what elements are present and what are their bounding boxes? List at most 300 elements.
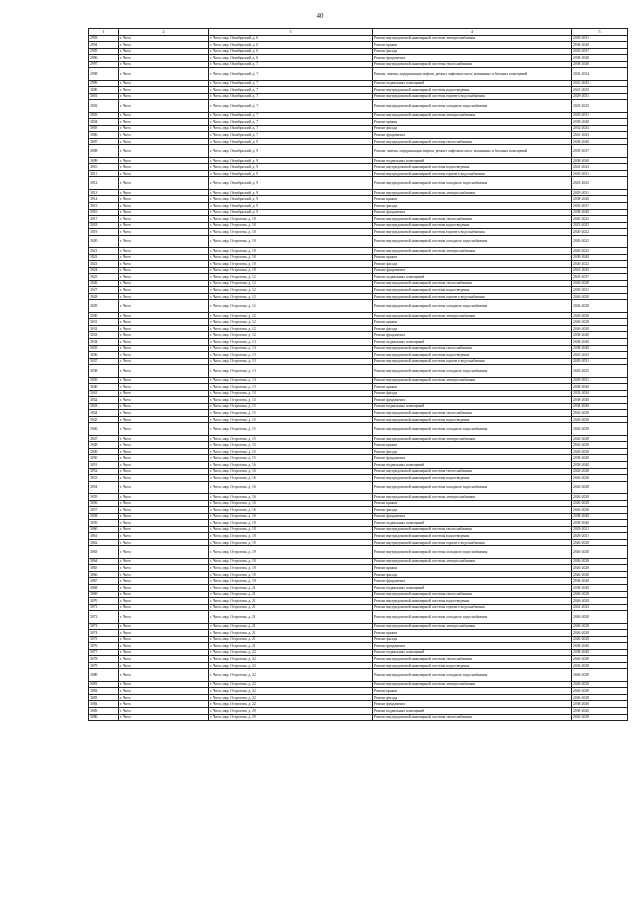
row-city: г. Чита bbox=[119, 643, 209, 650]
row-address: г. Чита, мкр. Острогова, д. 19 bbox=[209, 520, 373, 527]
row-years: 2038-2040 bbox=[572, 55, 628, 62]
row-work-type: Ремонт фундамента bbox=[373, 397, 572, 404]
row-number: 3056 bbox=[89, 500, 119, 507]
row-work-type: Ремонт фасада bbox=[373, 694, 572, 701]
row-number: 2998 bbox=[89, 68, 119, 80]
row-address: г. Чита, мкр. Острогова, д. 15 bbox=[209, 423, 373, 435]
row-city: г. Чита bbox=[119, 649, 209, 656]
row-city: г. Чита bbox=[119, 481, 209, 493]
row-number: 2995 bbox=[89, 48, 119, 55]
row-years: 2038-2040 bbox=[572, 513, 628, 520]
row-work-type: Ремонт подвальных помещений bbox=[373, 403, 572, 410]
row-number: 3002 bbox=[89, 100, 119, 112]
row-years: 2026-2028 bbox=[572, 656, 628, 663]
row-number: 3001 bbox=[89, 93, 119, 100]
row-work-type: Ремонт фасада bbox=[373, 261, 572, 268]
row-work-type: Ремонт внутридомовой инженерной системы холодного водоснабжения bbox=[373, 177, 572, 189]
row-city: г. Чита bbox=[119, 274, 209, 281]
row-work-type: Ремонт внутридомовой инженерной системы теплоснабжения bbox=[373, 656, 572, 663]
row-city: г. Чита bbox=[119, 68, 209, 80]
table-row bbox=[89, 481, 628, 493]
table-row bbox=[89, 100, 628, 112]
row-work-type: Ремонт внутридомовой инженерной системы водоотведения bbox=[373, 352, 572, 359]
row-years: 2038-2040 bbox=[572, 403, 628, 410]
row-number: 3025 bbox=[89, 274, 119, 281]
row-address: г. Чита, мкр. Острогова, д. 21 bbox=[209, 630, 373, 637]
row-city: г. Чита bbox=[119, 500, 209, 507]
row-number: 3049 bbox=[89, 448, 119, 455]
row-address: г. Чита, мкр. Острогова, д. 21 bbox=[209, 636, 373, 643]
row-years: 2035-2037 bbox=[572, 48, 628, 55]
row-address: г. Чита, мкр. Октябрьский, д. 7 bbox=[209, 87, 373, 94]
row-work-type: Ремонт крыши bbox=[373, 442, 572, 449]
table-row bbox=[89, 177, 628, 189]
row-city: г. Чита bbox=[119, 701, 209, 708]
row-years: 2023-2025 bbox=[572, 177, 628, 189]
row-work-type: Ремонт внутридомовой инженерной системы теплоснабжения bbox=[373, 468, 572, 475]
row-work-type: Ремонт фундамента bbox=[373, 513, 572, 520]
row-address: г. Чита, мкр. Острогова, д. 12 bbox=[209, 332, 373, 339]
row-address: г. Чита, мкр. Октябрьский, д. 9 bbox=[209, 189, 373, 196]
row-city: г. Чита bbox=[119, 293, 209, 300]
row-years: 2041-2043 bbox=[572, 604, 628, 611]
row-work-type: Ремонт фасада bbox=[373, 202, 572, 209]
row-work-type: Ремонт внутридомовой инженерной системы горячего водоснабжения bbox=[373, 170, 572, 177]
row-work-type: Ремонт крыши bbox=[373, 500, 572, 507]
row-work-type: Ремонт крыши bbox=[373, 630, 572, 637]
row-years: 2038-2040 bbox=[572, 119, 628, 126]
row-city: г. Чита bbox=[119, 209, 209, 216]
row-years: 2038-2040 bbox=[572, 520, 628, 527]
row-city: г. Чита bbox=[119, 358, 209, 365]
row-work-type: Ремонт крыши bbox=[373, 119, 572, 126]
row-number: 3082 bbox=[89, 688, 119, 695]
row-city: г. Чита bbox=[119, 630, 209, 637]
row-years: 2038-2040 bbox=[572, 157, 628, 164]
row-city: г. Чита bbox=[119, 423, 209, 435]
row-number: 3060 bbox=[89, 526, 119, 533]
row-address: г. Чита, мкр. Острогова, д. 10 bbox=[209, 235, 373, 247]
table-row bbox=[89, 546, 628, 558]
row-address: г. Чита, мкр. Острогова, д. 10 bbox=[209, 222, 373, 229]
row-number: 3081 bbox=[89, 681, 119, 688]
row-years: 2029-2031 bbox=[572, 287, 628, 294]
row-work-type: Ремонт внутридомовой инженерной системы водоотведения bbox=[373, 222, 572, 229]
row-work-type: Ремонт фундамента bbox=[373, 332, 572, 339]
row-address: г. Чита, мкр. Острогова, д. 10 bbox=[209, 267, 373, 274]
row-address: г. Чита, мкр. Острогова, д. 19 bbox=[209, 539, 373, 546]
row-number: 3020 bbox=[89, 235, 119, 247]
row-city: г. Чита bbox=[119, 261, 209, 268]
row-address: г. Чита, мкр. Острогова, д. 15 bbox=[209, 455, 373, 462]
row-address: г. Чита, мкр. Октябрьский, д. 6 bbox=[209, 42, 373, 49]
row-number: 3054 bbox=[89, 481, 119, 493]
row-address: г. Чита, мкр. Острогова, д. 16 bbox=[209, 507, 373, 514]
row-work-type: Ремонт внутридомовой инженерной системы теплоснабжения bbox=[373, 410, 572, 417]
row-number: 3071 bbox=[89, 604, 119, 611]
row-number: 3026 bbox=[89, 280, 119, 287]
row-years: 2026-2028 bbox=[572, 475, 628, 482]
row-years: 2038-2040 bbox=[572, 209, 628, 216]
row-city: г. Чита bbox=[119, 585, 209, 592]
row-city: г. Чита bbox=[119, 694, 209, 701]
row-years: 2026-2028 bbox=[572, 468, 628, 475]
row-address: г. Чита, мкр. Острогова, д. 16 bbox=[209, 481, 373, 493]
table-row bbox=[89, 669, 628, 681]
row-work-type: Ремонт фундамента bbox=[373, 209, 572, 216]
row-years: 2020-2022 bbox=[572, 261, 628, 268]
row-city: г. Чита bbox=[119, 681, 209, 688]
row-city: г. Чита bbox=[119, 416, 209, 423]
row-address: г. Чита, мкр. Октябрьский, д. 9 bbox=[209, 209, 373, 216]
row-years: 2041-2043 bbox=[572, 352, 628, 359]
row-city: г. Чита bbox=[119, 365, 209, 377]
row-address: г. Чита, мкр. Острогова, д. 22 bbox=[209, 694, 373, 701]
row-number: 3039 bbox=[89, 377, 119, 384]
row-work-type: Ремонт подвальных помещений bbox=[373, 462, 572, 469]
row-city: г. Чита bbox=[119, 403, 209, 410]
row-number: 3073 bbox=[89, 623, 119, 630]
row-work-type: Ремонт, замена, модернизация лифтов, ремонт лифтовых шахт, машинных и блочных помещений bbox=[373, 145, 572, 157]
row-number: 3074 bbox=[89, 630, 119, 637]
row-years: 2026-2028 bbox=[572, 571, 628, 578]
row-address: г. Чита, мкр. Острогова, д. 13 bbox=[209, 339, 373, 346]
row-years: 2026-2028 bbox=[572, 681, 628, 688]
row-work-type: Ремонт внутридомовой инженерной системы электроснабжения bbox=[373, 494, 572, 501]
row-address: г. Чита, мкр. Октябрьский, д. 7 bbox=[209, 112, 373, 119]
row-address: г. Чита, мкр. Острогова, д. 13 bbox=[209, 345, 373, 352]
row-city: г. Чита bbox=[119, 189, 209, 196]
row-city: г. Чита bbox=[119, 87, 209, 94]
table-row bbox=[89, 68, 628, 80]
row-years: 2038-2040 bbox=[572, 643, 628, 650]
row-work-type: Ремонт крыши bbox=[373, 565, 572, 572]
row-work-type: Ремонт внутридомовой инженерной системы холодного водоснабжения bbox=[373, 423, 572, 435]
row-address: г. Чита, мкр. Октябрьский, д. 6 bbox=[209, 48, 373, 55]
row-years: 2026-2028 bbox=[572, 669, 628, 681]
row-address: г. Чита, мкр. Острогова, д. 15 bbox=[209, 442, 373, 449]
row-address: г. Чита, мкр. Острогова, д. 13 bbox=[209, 377, 373, 384]
row-city: г. Чита bbox=[119, 164, 209, 171]
row-work-type: Ремонт фасада bbox=[373, 448, 572, 455]
row-years: 2026-2028 bbox=[572, 435, 628, 442]
row-years: 2026-2028 bbox=[572, 448, 628, 455]
row-number: 3084 bbox=[89, 701, 119, 708]
row-number: 3023 bbox=[89, 261, 119, 268]
row-address: г. Чита, мкр. Октябрьский, д. 9 bbox=[209, 145, 373, 157]
row-address: г. Чита, мкр. Октябрьский, д. 7 bbox=[209, 61, 373, 68]
row-address: г. Чита, мкр. Острогова, д. 15 bbox=[209, 410, 373, 417]
row-number: 3004 bbox=[89, 119, 119, 126]
row-city: г. Чита bbox=[119, 145, 209, 157]
row-number: 2999 bbox=[89, 80, 119, 87]
row-work-type: Ремонт внутридомовой инженерной системы электроснабжения bbox=[373, 435, 572, 442]
row-address: г. Чита, мкр. Острогова, д. 19 bbox=[209, 533, 373, 540]
row-city: г. Чита bbox=[119, 132, 209, 139]
row-number: 3072 bbox=[89, 611, 119, 623]
row-number: 3012 bbox=[89, 177, 119, 189]
row-work-type: Ремонт внутридомовой инженерной системы электроснабжения bbox=[373, 377, 572, 384]
row-years: 2038-2040 bbox=[572, 42, 628, 49]
row-address: г. Чита, мкр. Острогова, д. 12 bbox=[209, 293, 373, 300]
row-years: 2020-2022 bbox=[572, 235, 628, 247]
row-city: г. Чита bbox=[119, 352, 209, 359]
row-years: 2026-2028 bbox=[572, 494, 628, 501]
row-number: 3034 bbox=[89, 339, 119, 346]
row-work-type: Ремонт внутридомовой инженерной системы теплоснабжения bbox=[373, 138, 572, 145]
row-work-type: Ремонт внутридомовой инженерной системы электроснабжения bbox=[373, 112, 572, 119]
row-years: 2026-2028 bbox=[572, 598, 628, 605]
row-work-type: Ремонт внутридомовой инженерной системы водоотведения bbox=[373, 598, 572, 605]
row-work-type: Ремонт фасада bbox=[373, 48, 572, 55]
row-city: г. Чита bbox=[119, 61, 209, 68]
row-city: г. Чита bbox=[119, 345, 209, 352]
row-city: г. Чита bbox=[119, 604, 209, 611]
row-work-type: Ремонт крыши bbox=[373, 254, 572, 261]
row-number: 2994 bbox=[89, 42, 119, 49]
row-address: г. Чита, мкр. Острогова, д. 16 bbox=[209, 468, 373, 475]
row-city: г. Чита bbox=[119, 55, 209, 62]
row-years: 2035-2037 bbox=[572, 202, 628, 209]
row-years: 2029-2031 bbox=[572, 377, 628, 384]
row-years: 2026-2028 bbox=[572, 630, 628, 637]
row-number: 2993 bbox=[89, 35, 119, 42]
row-work-type: Ремонт внутридомовой инженерной системы теплоснабжения bbox=[373, 280, 572, 287]
row-number: 3036 bbox=[89, 352, 119, 359]
row-number: 3062 bbox=[89, 539, 119, 546]
row-city: г. Чита bbox=[119, 578, 209, 585]
row-work-type: Ремонт фундамента bbox=[373, 455, 572, 462]
row-work-type: Ремонт внутридомовой инженерной системы электроснабжения bbox=[373, 248, 572, 255]
row-number: 3006 bbox=[89, 132, 119, 139]
row-city: г. Чита bbox=[119, 202, 209, 209]
row-work-type: Ремонт внутридомовой инженерной системы горячего водоснабжения bbox=[373, 604, 572, 611]
row-city: г. Чита bbox=[119, 235, 209, 247]
row-city: г. Чита bbox=[119, 397, 209, 404]
row-number: 3080 bbox=[89, 669, 119, 681]
row-address: г. Чита, мкр. Острогова, д. 12 bbox=[209, 287, 373, 294]
row-city: г. Чита bbox=[119, 377, 209, 384]
row-city: г. Чита bbox=[119, 300, 209, 312]
row-number: 3013 bbox=[89, 189, 119, 196]
row-years: 2029-2031 bbox=[572, 35, 628, 42]
page-number: 40 bbox=[316, 12, 324, 20]
row-years: 2026-2028 bbox=[572, 546, 628, 558]
row-work-type: Ремонт крыши bbox=[373, 688, 572, 695]
row-work-type: Ремонт крыши bbox=[373, 196, 572, 203]
row-address: г. Чита, мкр. Острогова, д. 16 bbox=[209, 500, 373, 507]
row-address: г. Чита, мкр. Острогова, д. 10 bbox=[209, 261, 373, 268]
row-years: 2041-2043 bbox=[572, 267, 628, 274]
row-work-type: Ремонт внутридомовой инженерной системы холодного водоснабжения bbox=[373, 100, 572, 112]
row-number: 3031 bbox=[89, 319, 119, 326]
row-years: 2026-2028 bbox=[572, 325, 628, 332]
row-work-type: Ремонт фасада bbox=[373, 390, 572, 397]
row-city: г. Чита bbox=[119, 312, 209, 319]
row-address: г. Чита, мкр. Октябрьский, д. 7 bbox=[209, 119, 373, 126]
row-number: 3044 bbox=[89, 410, 119, 417]
row-city: г. Чита bbox=[119, 280, 209, 287]
row-address: г. Чита, мкр. Острогова, д. 10 bbox=[209, 229, 373, 236]
row-number: 3051 bbox=[89, 462, 119, 469]
row-work-type: Ремонт внутридомовой инженерной системы водоотведения bbox=[373, 287, 572, 294]
row-number: 3010 bbox=[89, 164, 119, 171]
row-work-type: Ремонт внутридомовой инженерной системы холодного водоснабжения bbox=[373, 365, 572, 377]
row-years: 2038-2040 bbox=[572, 397, 628, 404]
row-city: г. Чита bbox=[119, 611, 209, 623]
row-work-type: Ремонт фасада bbox=[373, 507, 572, 514]
row-city: г. Чита bbox=[119, 325, 209, 332]
row-work-type: Ремонт внутридомовой инженерной системы горячего водоснабжения bbox=[373, 293, 572, 300]
row-number: 3033 bbox=[89, 332, 119, 339]
row-city: г. Чита bbox=[119, 455, 209, 462]
row-address: г. Чита, мкр. Острогова, д. 19 bbox=[209, 571, 373, 578]
row-address: г. Чита, мкр. Острогова, д. 12 bbox=[209, 274, 373, 281]
row-years: 2041-2043 bbox=[572, 132, 628, 139]
row-years: 2038-2040 bbox=[572, 138, 628, 145]
row-work-type: Ремонт внутридомовой инженерной системы холодного водоснабжения bbox=[373, 546, 572, 558]
row-address: г. Чита, мкр. Острогова, д. 16 bbox=[209, 494, 373, 501]
row-number: 3061 bbox=[89, 533, 119, 540]
row-city: г. Чита bbox=[119, 100, 209, 112]
row-years: 2026-2028 bbox=[572, 688, 628, 695]
row-work-type: Ремонт внутридомовой инженерной системы водоотведения bbox=[373, 87, 572, 94]
capital-repair-table bbox=[88, 28, 628, 721]
row-city: г. Чита bbox=[119, 656, 209, 663]
row-address: г. Чита, мкр. Острогова, д. 12 bbox=[209, 319, 373, 326]
row-address: г. Чита, мкр. Острогова, д. 22 bbox=[209, 656, 373, 663]
row-years: 2029-2031 bbox=[572, 93, 628, 100]
row-number: 3050 bbox=[89, 455, 119, 462]
row-address: г. Чита, мкр. Острогова, д. 12 bbox=[209, 312, 373, 319]
row-work-type: Ремонт подвальных помещений bbox=[373, 707, 572, 714]
row-address: г. Чита, мкр. Острогова, д. 21 bbox=[209, 611, 373, 623]
row-city: г. Чита bbox=[119, 287, 209, 294]
row-address: г. Чита, мкр. Острогова, д. 22 bbox=[209, 681, 373, 688]
row-number: 3007 bbox=[89, 138, 119, 145]
row-city: г. Чита bbox=[119, 157, 209, 164]
row-number: 3047 bbox=[89, 435, 119, 442]
row-address: г. Чита, мкр. Октябрьский, д. 9 bbox=[209, 177, 373, 189]
row-address: г. Чита, мкр. Острогова, д. 12 bbox=[209, 300, 373, 312]
row-address: г. Чита, мкр. Острогова, д. 13 bbox=[209, 352, 373, 359]
row-years: 2020-2022 bbox=[572, 229, 628, 236]
row-work-type: Ремонт внутридомовой инженерной системы теплоснабжения bbox=[373, 591, 572, 598]
header-col-1: 1 bbox=[89, 29, 119, 36]
row-number: 3015 bbox=[89, 202, 119, 209]
row-number: 3058 bbox=[89, 513, 119, 520]
row-city: г. Чита bbox=[119, 513, 209, 520]
row-number: 3045 bbox=[89, 416, 119, 423]
row-years: 2041-2043 bbox=[572, 164, 628, 171]
row-years: 2029-2031 bbox=[572, 112, 628, 119]
row-address: г. Чита, мкр. Острогова, д. 16 bbox=[209, 513, 373, 520]
row-years: 2035-2037 bbox=[572, 145, 628, 157]
row-work-type: Ремонт подвальных помещений bbox=[373, 80, 572, 87]
row-work-type: Ремонт подвальных помещений bbox=[373, 339, 572, 346]
row-years: 2032-2034 bbox=[572, 68, 628, 80]
row-address: г. Чита, мкр. Октябрьский, д. 6 bbox=[209, 55, 373, 62]
header-col-3: 3 bbox=[209, 29, 373, 36]
row-address: г. Чита, мкр. Острогова, д. 22 bbox=[209, 649, 373, 656]
row-years: 2038-2040 bbox=[572, 707, 628, 714]
row-years: 2029-2031 bbox=[572, 358, 628, 365]
row-work-type: Ремонт подвальных помещений bbox=[373, 649, 572, 656]
row-work-type: Ремонт внутридомовой инженерной системы горячего водоснабжения bbox=[373, 229, 572, 236]
row-work-type: Ремонт внутридомовой инженерной системы водоотведения bbox=[373, 662, 572, 669]
row-city: г. Чита bbox=[119, 254, 209, 261]
row-address: г. Чита, мкр. Острогова, д. 10 bbox=[209, 216, 373, 223]
row-address: г. Чита, мкр. Острогова, д. 16 bbox=[209, 462, 373, 469]
row-address: г. Чита, мкр. Острогова, д. 13 bbox=[209, 384, 373, 391]
row-address: г. Чита, мкр. Острогова, д. 19 bbox=[209, 558, 373, 565]
header-col-5: 5 bbox=[572, 29, 628, 36]
row-city: г. Чита bbox=[119, 42, 209, 49]
row-city: г. Чита bbox=[119, 35, 209, 42]
row-address: г. Чита, мкр. Острогова, д. 13 bbox=[209, 397, 373, 404]
row-city: г. Чита bbox=[119, 216, 209, 223]
row-work-type: Ремонт фундамента bbox=[373, 55, 572, 62]
row-years: 2026-2028 bbox=[572, 636, 628, 643]
row-years: 2026-2028 bbox=[572, 481, 628, 493]
row-number: 3024 bbox=[89, 267, 119, 274]
row-years: 2038-2040 bbox=[572, 578, 628, 585]
row-address: г. Чита, мкр. Острогова, д. 13 bbox=[209, 390, 373, 397]
row-work-type: Ремонт внутридомовой инженерной системы теплоснабжения bbox=[373, 61, 572, 68]
row-years: 2020-2022 bbox=[572, 248, 628, 255]
row-address: г. Чита, мкр. Острогова, д. 21 bbox=[209, 604, 373, 611]
row-address: г. Чита, мкр. Острогова, д. 10 bbox=[209, 248, 373, 255]
row-city: г. Чита bbox=[119, 48, 209, 55]
row-number: 3057 bbox=[89, 507, 119, 514]
row-city: г. Чита bbox=[119, 442, 209, 449]
row-city: г. Чита bbox=[119, 468, 209, 475]
row-address: г. Чита, мкр. Октябрьский, д. 9 bbox=[209, 157, 373, 164]
row-work-type: Ремонт внутридомовой инженерной системы электроснабжения bbox=[373, 189, 572, 196]
row-years: 2026-2028 bbox=[572, 714, 628, 721]
row-number: 3076 bbox=[89, 643, 119, 650]
row-years: 2029-2031 bbox=[572, 526, 628, 533]
row-years: 2038-2040 bbox=[572, 196, 628, 203]
row-address: г. Чита, мкр. Октябрьский, д. 7 bbox=[209, 80, 373, 87]
row-years: 2041-2043 bbox=[572, 80, 628, 87]
row-address: г. Чита, мкр. Острогова, д. 15 bbox=[209, 416, 373, 423]
row-years: 2026-2028 bbox=[572, 416, 628, 423]
row-number: 3048 bbox=[89, 442, 119, 449]
row-work-type: Ремонт внутридомовой инженерной системы теплоснабжения bbox=[373, 216, 572, 223]
row-number: 3075 bbox=[89, 636, 119, 643]
row-city: г. Чита bbox=[119, 571, 209, 578]
row-work-type: Ремонт внутридомовой инженерной системы водоотведения bbox=[373, 533, 572, 540]
row-years: 2032-2034 bbox=[572, 125, 628, 132]
row-work-type: Ремонт внутридомовой инженерной системы водоотведения bbox=[373, 416, 572, 423]
table-row bbox=[89, 423, 628, 435]
row-city: г. Чита bbox=[119, 546, 209, 558]
row-city: г. Чита bbox=[119, 662, 209, 669]
row-address: г. Чита, мкр. Острогова, д. 21 bbox=[209, 643, 373, 650]
row-address: г. Чита, мкр. Острогова, д. 19 bbox=[209, 578, 373, 585]
row-number: 3019 bbox=[89, 229, 119, 236]
row-years: 2038-2040 bbox=[572, 384, 628, 391]
row-city: г. Чита bbox=[119, 248, 209, 255]
row-years: 2026-2028 bbox=[572, 293, 628, 300]
row-work-type: Ремонт подвальных помещений bbox=[373, 520, 572, 527]
row-work-type: Ремонт фасада bbox=[373, 571, 572, 578]
row-address: г. Чита, мкр. Октябрьский, д. 6 bbox=[209, 35, 373, 42]
row-number: 3011 bbox=[89, 170, 119, 177]
row-years: 2023-2025 bbox=[572, 100, 628, 112]
row-work-type: Ремонт внутридомовой инженерной системы горячего водоснабжения bbox=[373, 93, 572, 100]
